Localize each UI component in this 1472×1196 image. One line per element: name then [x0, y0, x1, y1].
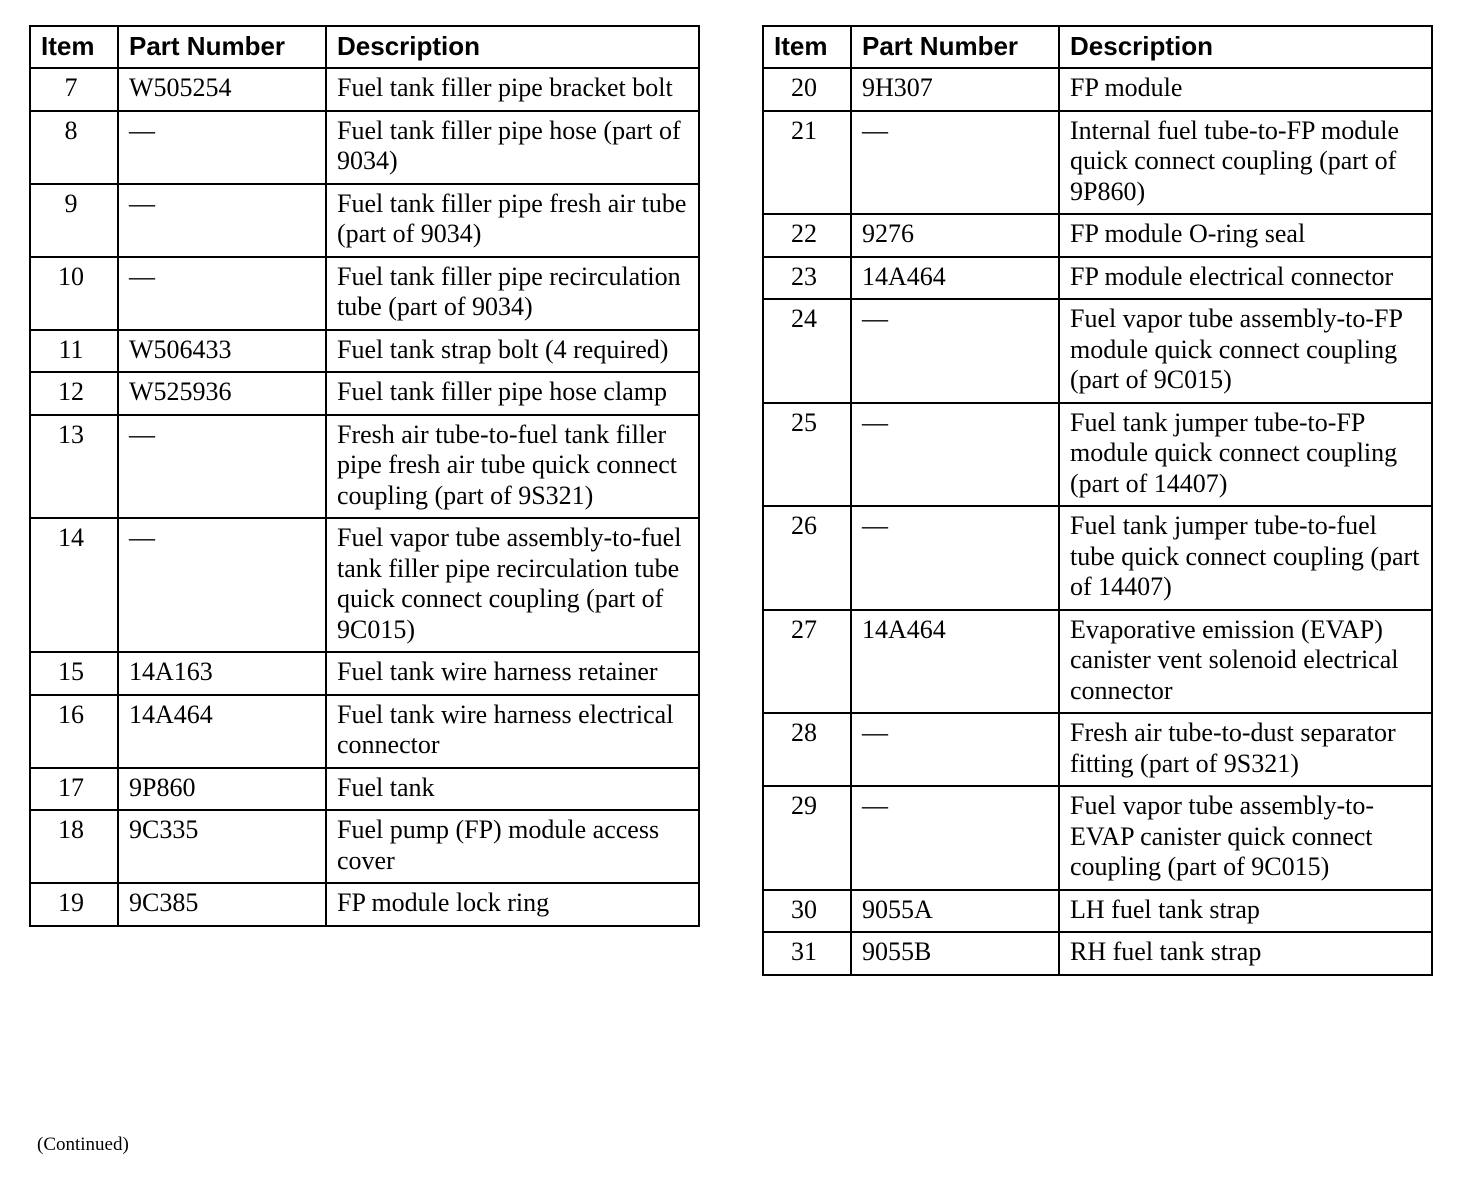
- part-number-cell: —: [851, 299, 1059, 403]
- item-cell: 21: [763, 111, 851, 215]
- header-description: Description: [1059, 26, 1432, 68]
- table-row: [763, 257, 1432, 300]
- description-cell: Fuel tank filler pipe bracket bolt: [326, 68, 699, 111]
- table-row: [763, 506, 1432, 610]
- part-number-cell: 9P860: [118, 768, 326, 811]
- table-row: [30, 415, 699, 519]
- item-cell: 12: [30, 372, 118, 415]
- part-number-cell: W505254: [118, 68, 326, 111]
- part-number-cell: —: [118, 518, 326, 652]
- description-cell: Fuel vapor tube assembly-to-fuel tank filler pipe recirculation tube quick connect coupling (part of 9C015): [326, 518, 699, 652]
- description-cell: FP module electrical connector: [1059, 257, 1432, 300]
- description-cell: Fuel tank jumper tube-to-fuel tube quick connect coupling (part of 14407): [1059, 506, 1432, 610]
- table-row: [763, 890, 1432, 933]
- table-row: [763, 403, 1432, 507]
- table-row: [763, 68, 1432, 111]
- part-number-cell: 9276: [851, 214, 1059, 257]
- table-row: [30, 810, 699, 883]
- table-row: [763, 214, 1432, 257]
- item-cell: 18: [30, 810, 118, 883]
- part-number-cell: 14A464: [118, 695, 326, 768]
- description-cell: Internal fuel tube-to-FP module quick connect coupling (part of 9P860): [1059, 111, 1432, 215]
- table-row: [30, 111, 699, 184]
- part-number-cell: —: [851, 713, 1059, 786]
- part-number-cell: —: [851, 506, 1059, 610]
- description-cell: FP module: [1059, 68, 1432, 111]
- item-cell: 29: [763, 786, 851, 890]
- description-cell: Fuel tank wire harness electrical connector: [326, 695, 699, 768]
- table-row: [30, 330, 699, 373]
- description-cell: Fuel tank filler pipe hose (part of 9034): [326, 111, 699, 184]
- table-row: [30, 257, 699, 330]
- description-cell: Fresh air tube-to-fuel tank filler pipe fresh air tube quick connect coupling (part of 9S321): [326, 415, 699, 519]
- description-cell: Fuel tank filler pipe hose clamp: [326, 372, 699, 415]
- part-number-cell: —: [118, 184, 326, 257]
- description-cell: Fuel tank: [326, 768, 699, 811]
- part-number-cell: W525936: [118, 372, 326, 415]
- description-cell: Fuel tank jumper tube-to-FP module quick connect coupling (part of 14407): [1059, 403, 1432, 507]
- part-number-cell: —: [118, 257, 326, 330]
- part-number-cell: —: [118, 415, 326, 519]
- table-header-row: [763, 26, 1432, 68]
- description-cell: RH fuel tank strap: [1059, 932, 1432, 975]
- item-cell: 20: [763, 68, 851, 111]
- table-row: [30, 372, 699, 415]
- item-cell: 11: [30, 330, 118, 373]
- item-cell: 28: [763, 713, 851, 786]
- part-number-cell: —: [851, 111, 1059, 215]
- description-cell: Fuel tank filler pipe fresh air tube (part of 9034): [326, 184, 699, 257]
- table-row: [763, 932, 1432, 975]
- item-cell: 15: [30, 652, 118, 695]
- header-item: Item: [763, 26, 851, 68]
- part-number-cell: 14A163: [118, 652, 326, 695]
- part-number-cell: —: [118, 111, 326, 184]
- table-row: [763, 299, 1432, 403]
- item-cell: 16: [30, 695, 118, 768]
- part-number-cell: 14A464: [851, 610, 1059, 714]
- description-cell: Fuel tank strap bolt (4 required): [326, 330, 699, 373]
- description-cell: Fuel pump (FP) module access cover: [326, 810, 699, 883]
- table-row: [30, 883, 699, 926]
- description-cell: FP module lock ring: [326, 883, 699, 926]
- table-row: [763, 610, 1432, 714]
- part-number-cell: —: [851, 403, 1059, 507]
- table-row: [763, 713, 1432, 786]
- item-cell: 7: [30, 68, 118, 111]
- item-cell: 9: [30, 184, 118, 257]
- item-cell: 19: [30, 883, 118, 926]
- table-row: [30, 68, 699, 111]
- item-cell: 25: [763, 403, 851, 507]
- item-cell: 30: [763, 890, 851, 933]
- item-cell: 17: [30, 768, 118, 811]
- parts-table-right: [762, 25, 1433, 976]
- item-cell: 13: [30, 415, 118, 519]
- description-cell: Fuel tank wire harness retainer: [326, 652, 699, 695]
- description-cell: Fuel vapor tube assembly-to-EVAP canister quick connect coupling (part of 9C015): [1059, 786, 1432, 890]
- description-cell: Fuel tank filler pipe recirculation tube (part of 9034): [326, 257, 699, 330]
- item-cell: 31: [763, 932, 851, 975]
- header-part-number: Part Number: [851, 26, 1059, 68]
- part-number-cell: 14A464: [851, 257, 1059, 300]
- table-row: [30, 518, 699, 652]
- description-cell: Fresh air tube-to-dust separator fitting (part of 9S321): [1059, 713, 1432, 786]
- description-cell: LH fuel tank strap: [1059, 890, 1432, 933]
- header-description: Description: [326, 26, 699, 68]
- part-number-cell: 9H307: [851, 68, 1059, 111]
- table-row: [763, 786, 1432, 890]
- description-cell: FP module O-ring seal: [1059, 214, 1432, 257]
- part-number-cell: 9055B: [851, 932, 1059, 975]
- parts-table-left: [29, 25, 700, 927]
- table-row: [30, 184, 699, 257]
- item-cell: 26: [763, 506, 851, 610]
- part-number-cell: —: [851, 786, 1059, 890]
- header-item: Item: [30, 26, 118, 68]
- table-row: [30, 652, 699, 695]
- item-cell: 22: [763, 214, 851, 257]
- table-row: [30, 695, 699, 768]
- table-row: [763, 111, 1432, 215]
- item-cell: 23: [763, 257, 851, 300]
- item-cell: 14: [30, 518, 118, 652]
- item-cell: 24: [763, 299, 851, 403]
- part-number-cell: 9055A: [851, 890, 1059, 933]
- header-part-number: Part Number: [118, 26, 326, 68]
- part-number-cell: W506433: [118, 330, 326, 373]
- item-cell: 27: [763, 610, 851, 714]
- table-header-row: [30, 26, 699, 68]
- continued-note: (Continued): [37, 1134, 129, 1155]
- item-cell: 10: [30, 257, 118, 330]
- part-number-cell: 9C385: [118, 883, 326, 926]
- description-cell: Evaporative emission (EVAP) canister vent solenoid electrical connector: [1059, 610, 1432, 714]
- description-cell: Fuel vapor tube assembly-to-FP module quick connect coupling (part of 9C015): [1059, 299, 1432, 403]
- part-number-cell: 9C335: [118, 810, 326, 883]
- item-cell: 8: [30, 111, 118, 184]
- table-row: [30, 768, 699, 811]
